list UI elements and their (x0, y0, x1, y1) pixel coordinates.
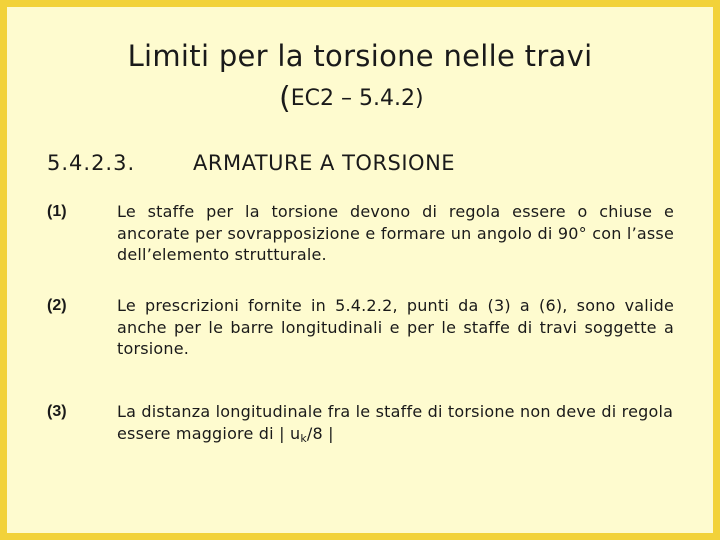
subtitle-open-paren: ( (279, 81, 291, 116)
slide-title: Limiti per la torsione nelle travi (127, 39, 593, 73)
item-number-3: (3) (47, 403, 67, 420)
item-text-3-before: La distanza longitudinale fra le staffe di torsione non deve di regola essere maggiore di | u (117, 402, 674, 443)
section-number: 5.4.2.3. (47, 151, 136, 175)
item-text-3-after: /8 | (306, 423, 334, 443)
item-number-1: (1) (47, 203, 67, 220)
item-text-1: Le staffe per la torsione devono di regola essere o chiuse e ancorate per sovrapposizione e formare un angolo di 90° con l’asse dell’elemento strutturale. (117, 202, 674, 264)
item-text-3 (117, 401, 674, 449)
subtitle-text: EC2 – 5.4.2) (290, 86, 424, 111)
item-text-2: Le prescrizioni fornite in 5.4.2.2, punti da (3) a (6), sono valide anche per le barre longitudinali e per le staffe di travi soggette a torsione. (117, 296, 674, 358)
slide-subtitle (279, 81, 424, 116)
item-text-3-subscript: k (300, 431, 307, 445)
section-title: ARMATURE A TORSIONE (193, 151, 456, 175)
item-number-2: (2) (47, 297, 67, 314)
